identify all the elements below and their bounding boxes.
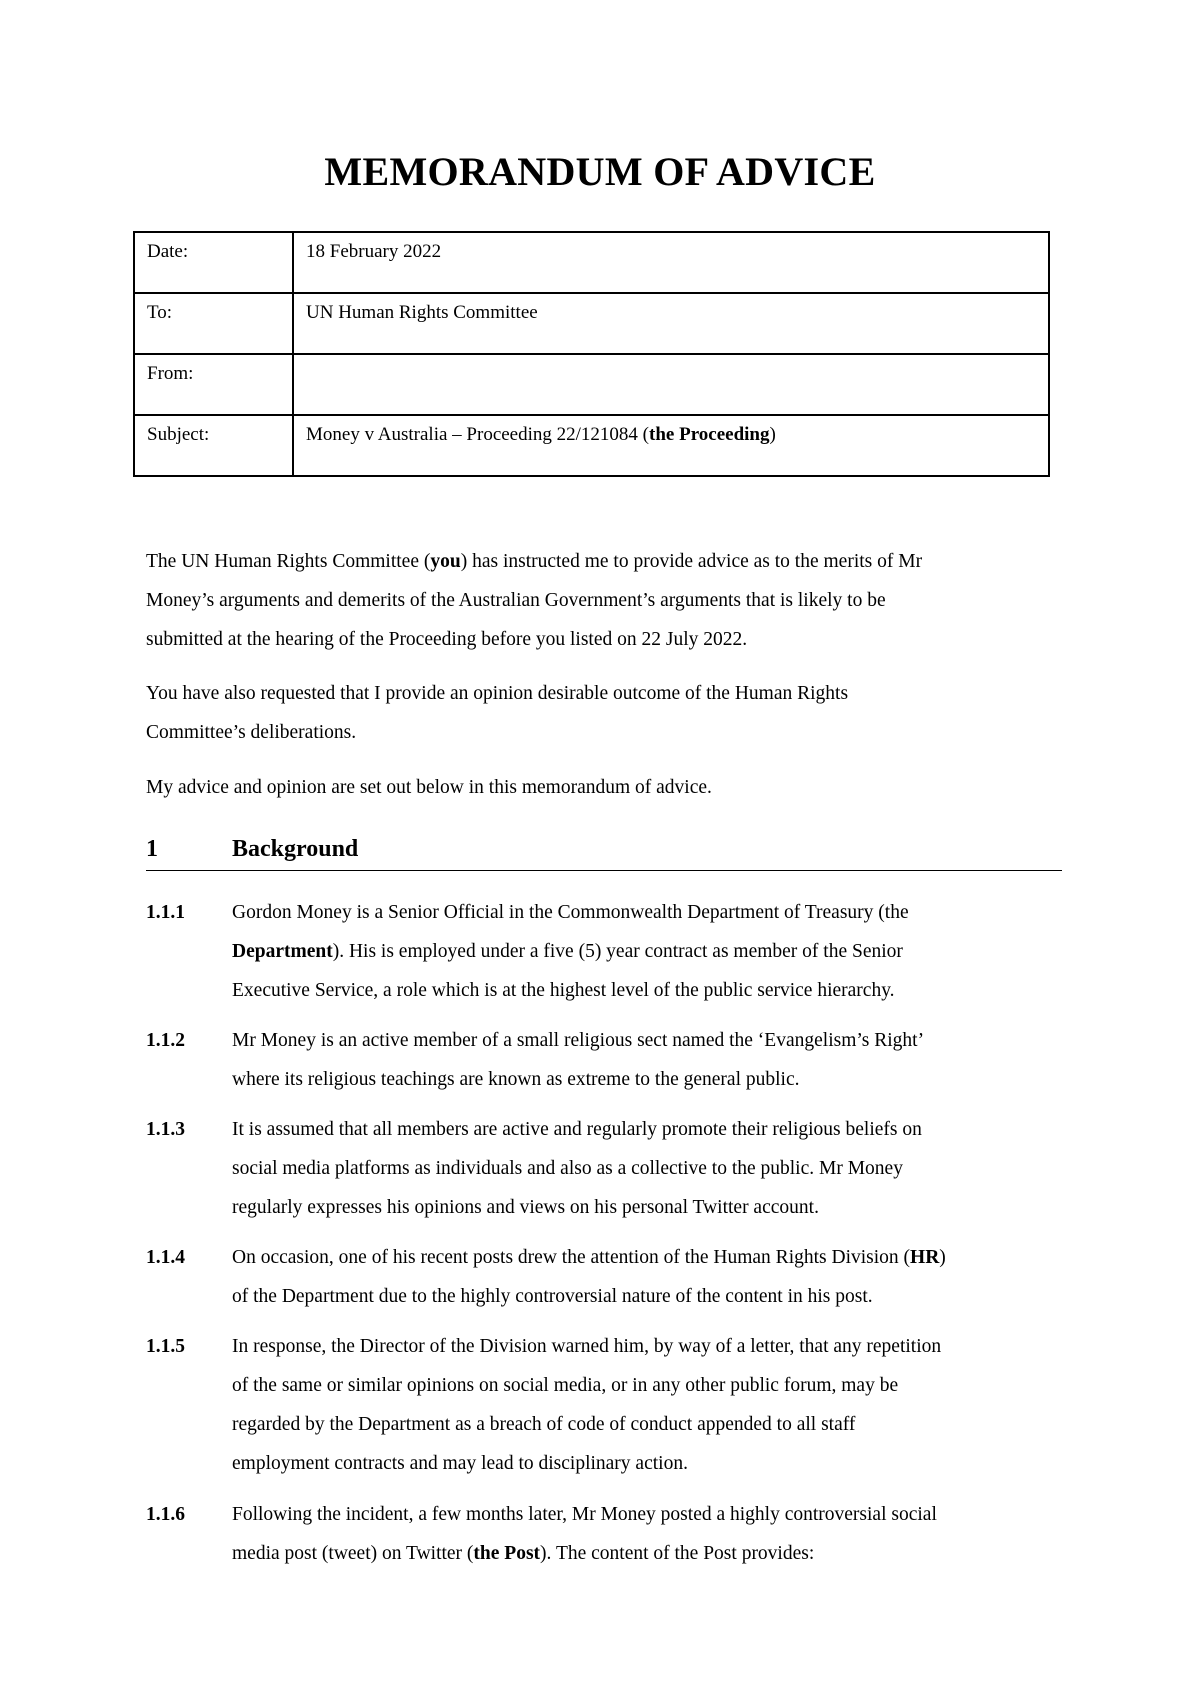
- date-value: 18 February 2022: [293, 232, 1049, 293]
- subject-text-end: ): [769, 424, 776, 445]
- intro-line: submitted at the hearing of the Proceeding before you listed on 22 July 2022.: [146, 629, 748, 650]
- intro-paragraph-2: [146, 674, 1066, 752]
- item-body: Following the incident, a few months later, Mr Money posted a highly controversial social media post (tweet) on Twitter (the Post). The content of the Post provides:: [232, 1504, 937, 1564]
- item-number: 1.1.6: [146, 1504, 185, 1525]
- item-body: Mr Money is an active member of a small religious sect named the ‘Evangelism’s Right’ where its religious teachings are known as extreme to the general public.: [232, 1030, 925, 1090]
- intro-line: Money’s arguments and demerits of the Australian Government’s arguments that is likely to be: [146, 590, 886, 611]
- item-number: 1.1.1: [146, 902, 185, 923]
- subject-label: Subject:: [134, 415, 293, 476]
- item-number: 1.1.2: [146, 1030, 185, 1051]
- intro-line: You have also requested that I provide an opinion desirable outcome of the Human Rights: [146, 683, 849, 704]
- intro-paragraph-1: [146, 542, 1066, 659]
- intro-paragraph-3: My advice and opinion are set out below in this memorandum of advice.: [146, 777, 712, 798]
- from-row: [134, 354, 1049, 415]
- section-heading: [146, 834, 1062, 871]
- document-title: MEMORANDUM OF ADVICE: [324, 149, 876, 194]
- defined-term: Department: [232, 941, 333, 962]
- item-number: 1.1.5: [146, 1336, 185, 1357]
- item-body: It is assumed that all members are active and regularly promote their religious beliefs on social media platforms as individuals and also as a collective to the public. Mr Money regularly expresses his opinions and views on his personal Twitter account.: [232, 1119, 922, 1218]
- intro-line: Committee’s deliberations.: [146, 722, 357, 743]
- subject-defined-term: the Proceeding: [649, 424, 770, 445]
- subject-value: [293, 415, 1049, 476]
- defined-term: HR: [910, 1247, 940, 1268]
- defined-term: the Post: [473, 1543, 541, 1564]
- item-number: 1.1.4: [146, 1247, 185, 1268]
- to-value: UN Human Rights Committee: [293, 293, 1049, 354]
- date-row: [134, 232, 1049, 293]
- item-body: On occasion, one of his recent posts drew the attention of the Human Rights Division (HR) of the Department due to the highly controversial nature of the content in his post.: [232, 1247, 946, 1307]
- to-label: To:: [134, 293, 293, 354]
- item-body: In response, the Director of the Division warned him, by way of a letter, that any repetition of the same or similar opinions on social media, or in any other public forum, may be regarded by the Department as a breach of code of conduct appended to all staff employment contracts and may lead to disciplinary action.: [232, 1336, 942, 1474]
- subject-text: Money v Australia – Proceeding 22/121084 (: [306, 424, 650, 445]
- date-label: Date:: [134, 232, 293, 293]
- section-title: Background: [232, 836, 359, 862]
- from-value: [293, 354, 1049, 415]
- intro-line: The UN Human Rights Committee (you) has instructed me to provide advice as to the merits of Mr: [146, 551, 923, 572]
- defined-term: you: [430, 551, 461, 572]
- subject-row: [134, 415, 1049, 476]
- to-row: [134, 293, 1049, 354]
- memo-header-table: [133, 231, 1050, 477]
- item-body: Gordon Money is a Senior Official in the Commonwealth Department of Treasury (the Department). His is employed under a five (5) year contract as member of the Senior Executive Service, a role which is at the highest level of the public service hierarchy.: [232, 902, 909, 1001]
- item-number: 1.1.3: [146, 1119, 185, 1140]
- section-number: 1: [146, 836, 158, 862]
- from-label: From:: [134, 354, 293, 415]
